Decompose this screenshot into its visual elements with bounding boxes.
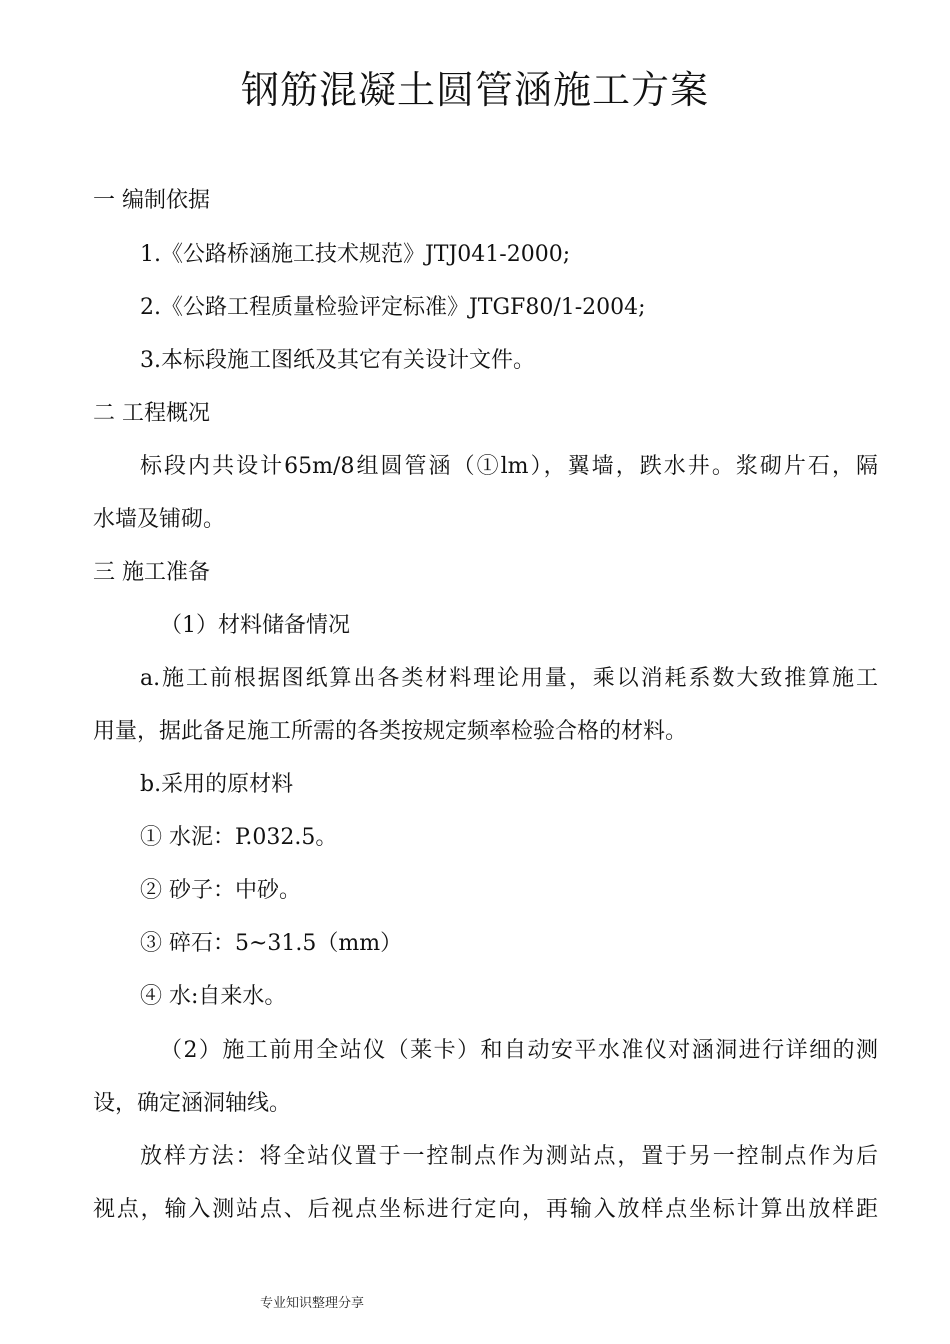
document-title: 钢筋混凝土圆管涵施工方案 [240,68,709,112]
section-heading-basis: 一 编制依据 [93,188,210,213]
list-item: ④ 水:自来水。 [140,984,287,1009]
paragraph-line: a.施工前根据图纸算出各类材料理论用量，乘以消耗系数大致推算施工 [140,666,878,691]
section-heading-overview: 二 工程概况 [93,401,210,426]
page-footer: 专业知识整理分享 [260,1296,365,1311]
paragraph-line: （2）施工前用全站仪（莱卡）和自动安平水准仪对涵洞进行详细的测 [160,1038,878,1063]
paragraph-line: 设，确定涵洞轴线。 [93,1091,292,1116]
paragraph-line: 放样方法：将全站仪置于一控制点作为测站点，置于另一控制点作为后 [140,1144,878,1169]
paragraph-line: 用量，据此备足施工所需的各类按规定频率检验合格的材料。 [93,719,688,744]
list-item: 3.本标段施工图纸及其它有关设计文件。 [140,348,535,373]
list-item: 1.《公路桥涵施工技术规范》JTJ041-2000; [140,242,571,267]
list-item: ② 砂子：中砂。 [140,878,301,903]
paragraph-line: 视点，输入测站点、后视点坐标进行定向，再输入放样点坐标计算出放样距 [93,1197,878,1222]
list-item: 2.《公路工程质量检验评定标准》JTGF80/1-2004; [140,295,646,320]
section-heading-preparation: 三 施工准备 [93,560,210,585]
list-item: ① 水泥：P.032.5。 [140,825,338,850]
paragraph-line: 标段内共设计65m/8组圆管涵（①lm），翼墙，跌水井。浆砌片石，隔 [140,454,878,479]
paragraph-line: 水墙及铺砌。 [93,507,226,532]
subheading: （1）材料储备情况 [160,613,350,638]
paragraph-line: b.采用的原材料 [140,772,294,797]
list-item: ③ 碎石：5~31.5（mm） [140,931,403,956]
